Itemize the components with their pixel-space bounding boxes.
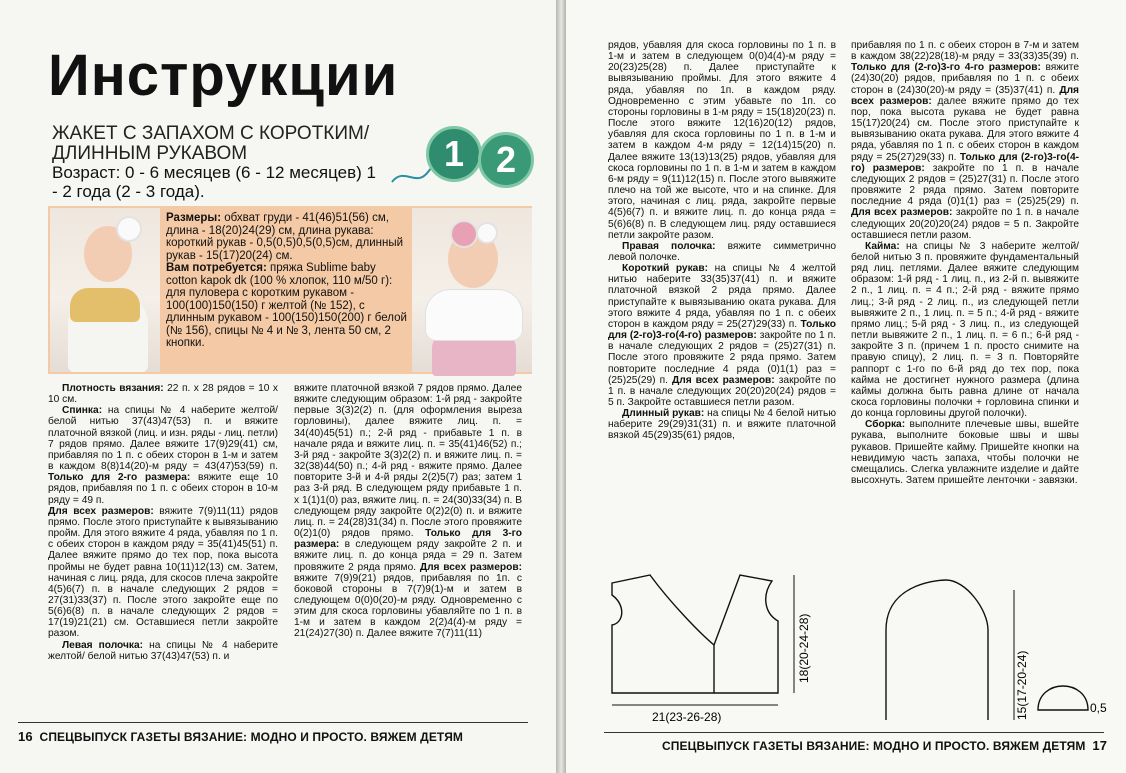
left-page [0, 0, 558, 773]
section-heading: Левая полочка: [62, 639, 144, 651]
section-heading: Кайма: [865, 240, 900, 252]
right-page [566, 0, 1126, 773]
difficulty-badges [420, 120, 540, 184]
section-heading: Для всех размеров: [851, 84, 1079, 107]
paragraph-text: вяжите (24)30(20) рядов, прибавляя по 1 п. с обеих сторон в (24)30(20)-м ряду = (35)37(41) п. [851, 62, 1079, 96]
right-column-2 [851, 40, 1079, 486]
badge-size-2: 2 [478, 132, 534, 188]
section-heading: Длинный рукав: [622, 408, 705, 420]
section-heading: Для всех размеров: [48, 505, 154, 517]
paragraph-text: вяжите 7(9)9(21) рядов, прибавляя по 1п. с боковой стороны в 7(7)9(1)-м и затем в следующем 0(0)0(20)-м ряду. Одновременно с этим для скоса горловины убавляйте по 1 п. в 1-м и затем в каждом 2(2)4(4)-м ряду = 21(24)27(30) п. Далее вяжите 7(7)11(11) [294, 572, 522, 640]
right-column-1 [608, 40, 836, 442]
body-schematic [602, 565, 842, 725]
cap-height-label: 0,5 [1090, 701, 1107, 715]
page-footer [18, 729, 463, 744]
back-outline [714, 575, 778, 693]
section-heading: Для всех размеров: [419, 561, 522, 573]
flower-bow-shape [118, 218, 140, 240]
left-column-2 [294, 383, 522, 640]
materials-text [166, 212, 410, 350]
flower-bow-shape [478, 224, 496, 242]
front-outline [612, 575, 714, 693]
section-heading: Правая полочка: [622, 240, 716, 252]
section-heading: Спинка: [62, 405, 103, 417]
paragraph-text: на спицы № 4 наберите желтой/белой нитью 37(43)47(53) п. и вяжите платочной вязкой (лиц. и изн. ряды - лиц. петли) 7 рядов прямо. Далее вяжите 17(9)29(41) см, прибавляя по 1 п. с обеих сторон в 1-м и затем в каждом 8(8)14(20)-м ряду = 43(47)53(59) п. [48, 405, 278, 473]
paragraph-text: выполните плечевые швы, вшейте рукава, выполните боковые швы и швы рукавов. Пришейте кайму. Пришейте кнопки на невидимую часть запаха, чтобы полочки не смещались. Слегка увлажните изделие и дайте высохнуть. Затем пришейте ленточки - завязки. [851, 419, 1079, 487]
paragraph-text: 22 п. х 28 рядов = 10 х 10 см. [48, 383, 278, 406]
sizes-text: обхват груди - 41(46)51(56) см, длина - 18(20)24(29) см, длина рукава: короткий рукав - 0,5(0,5)0,5(0,5)см, длинный рукав - 15(17)20(24) см. [166, 212, 404, 262]
paragraph-text: рядов, убавляя для скоса горловины по 1 п. в 1-м и затем в следующем 0(0)4(4)-м ряду = 20(23)25(28) п. Далее приступайте к вывязыванию проймы. Для этого вяжите 4 ряда, убавляя по 1п. в каждом ряду. Одновременно с этим убавьте по 1п. со стороны горловины в 1-м ряду = 15(18)20(23) п. После этого вяжите 12(16)20(12) рядов, убавляя для скоса горловины по 1 п. в 1-м и затем в каждом 4-м ряду = 12(14)15(20) п. Далее вяжите 13(13)13(25) рядов, убавляя для скоса горловины по 1 п. в 1-м и затем в каждом 6-м ряду = 9(11)12(15) п. После этого вывяжите плечо на той же высоте, что и на спинке. Для этого, начиная с лиц. ряда, закройте первые 4(5)6(7) п. и вяжите лиц. п. до конца ряда = 5(6)6(8) п. В следующем лиц. ряду оставшиеся петли закройте разом. [608, 40, 836, 241]
paragraph [48, 405, 278, 505]
page-footer [662, 738, 1107, 753]
section-heading: Только для 3-го размера: [294, 528, 523, 551]
paragraph-text: закройте по 1 п. в начале следующих 20(20)20(24) рядов = 5 п. Закройте оставшиеся петли разом. [851, 207, 1079, 241]
paragraph [608, 263, 836, 408]
paragraph [851, 40, 1079, 241]
yellow-vest-shape [70, 288, 140, 322]
paragraph [294, 383, 522, 640]
section-heading: Плотность вязания: [62, 383, 164, 394]
sleeve-schematic [866, 560, 1107, 730]
left-column-1 [48, 383, 278, 662]
materials-label: Вам потребуется: [166, 262, 267, 274]
paragraph [851, 241, 1079, 420]
paragraph [608, 40, 836, 241]
long-sleeve-outline [886, 580, 988, 720]
paragraph-text: на спицы № 4 желтой нитью наберите 33(35)37(41) п. и вяжите платочной вязкой 2 ряда прямо. Далее приступайте к вывязыванию оката рукава. Для этого вяжите 4 ряда, убавляя по 1 п. с обеих сторон в каждом ряду = 25(27)29(33) п. [608, 263, 836, 330]
sizes-label: Размеры: [166, 212, 222, 224]
footer-rule [18, 722, 528, 723]
white-cardigan-shape [426, 290, 522, 340]
paragraph-text: закройте по 1 п. в начале следующих 2 рядов = (25)27(31) п. После этого провяжите 2 ряда прямо. Затем повторите последние 4 ряда (0)1(1) раз = (25)25(29) п. [608, 330, 836, 386]
paragraph [608, 408, 836, 441]
body-height-label: 18(20-24-28) [797, 613, 811, 683]
pattern-title: ЖАКЕТ С ЗАПАХОМ С КОРОТКИМ/ ДЛИННЫМ РУКАВОМ [52, 123, 370, 164]
footer-text: СПЕЦВЫПУСК ГАЗЕТЫ ВЯЗАНИЕ: МОДНО И ПРОСТО. ВЯЖЕМ ДЕТЯМ [39, 730, 464, 744]
paragraph [608, 241, 836, 263]
section-heading: Только для (2-го)3-го 4-го размеров: [851, 62, 1041, 74]
materials-desc: пряжа Sublime baby cotton kapok dk (100 % хлопок, 110 м/50 г): для пуловера с коротким рукавом - 100(100)150(150) г желтой (№ 152), с длинным рукавом - 100(150)150(200) г белой (№ 156), спицы № 4 и № 3, лента 50 см, 2 кнопки. [166, 262, 407, 349]
paragraph [48, 640, 278, 662]
section-heading: Короткий рукав: [622, 263, 708, 275]
page-number: 17 [1092, 738, 1108, 753]
age-range: Возраст: 0 - 6 месяцев (6 - 12 месяцев) 1 - 2 года (2 - 3 года). [52, 163, 376, 201]
short-sleeve-outline [1038, 686, 1088, 710]
section-heading: Только для 2-го размера: [48, 472, 191, 484]
paragraph-text: вяжите платочной вязкой 7 рядов прямо. Далее вяжите следующим образом: 1-й ряд - закройте первые 3(3)2(2) п. (для оформления выреза горловины), далее вяжите лиц. п. = 34(40)45(51) п.; 2-й ряд - прибавьте 1 п. в начале ряда и вяжите лиц. п. = 35(41)46(52) п.; 3-й ряд - закройте 3(3)2(2) п. и вяжите лиц. п. = 32(38)44(50) п.; 4-й ряд - вяжите прямо. Далее повторите 3-й и 4-й ряды 2(2)5(7) раз; затем 1 раз 3-й ряд. В следующем ряду прибавьте 1 п. х 1(1)1(0) раз, вяжите лиц. п. = 24(30)33(34) п. В следующем ряду закройте 0(2)2(0) п. и вяжите лиц. п. = 24(28)31(34) п. После этого провяжите 0(2)1(0) рядов прямо. [294, 383, 522, 540]
section-heading: Только для (2-го)3-го(4-го) размеров: [608, 318, 836, 342]
paragraph-text: закройте по 1 п. в начале следующих 20(20)20(24) рядов = 5 п. Закройте оставшиеся петли разом. [608, 374, 836, 408]
paragraph-text: на спицы № 3 наберите желтой/белой нитью 3 п. провяжите фундаментальный ряд лиц. петлями. Далее вяжите следующим образом: 1-й ряд - 1 лиц. п., из 2-й п. вывяжите 2 п., 1 лиц. п. = 4 п.; 2-й ряд - вяжите прямо лиц.; 3-й ряд - 2 лиц. п., из следующей петли вывяжите 2 п., 1 лиц. п. = 5 п.; 4-й ряд - вяжите прямо лиц.; 5-й ряд - 3 лиц. п., из следующей петли вывяжите 2 п., 1 лиц. п. = 6 п.; 6-й ряд - закройте 3 п. (причем 1 п. просто снимите на правую спицу), 2 лиц. п. = 3 п. Повторяйте раппорт с 1-го по 6-й ряд до тех пор, пока кайма не достигнет нужного размера (длина каймы должна быть равна длине от начала скоса горловины полочки + горловина спинки и до конца горловины другой полочки). [851, 240, 1079, 420]
paragraph-text: на спицы № 4 наберите желтой/ белой нитью 37(43)47(53) п. и [48, 639, 278, 662]
section-heading: Для всех размеров: [671, 374, 775, 386]
paragraph-text: закройте по 1 п. в начале следующих 2 рядов = (25)27(31) п. После этого провяжите 2 ряда прямо. Затем повторите последние 4 ряда (0)1(1) раз = (25)25(29) п. [851, 162, 1079, 208]
paragraph-text: вяжите еще 10 рядов, прибавляя по 1 п. с обеих сторон в 10-м ряду = 49 п. [48, 472, 278, 506]
paragraph-text: в следующем ряду закройте 2 п. и вяжите лиц. п. до конца ряда = 29 п. Затем провяжите 2 ряда прямо. [294, 539, 522, 573]
paragraph-text: вяжите 7(9)11(11) рядов прямо. После этого приступайте к вывязыванию пройм. Для этого вяжите 4 ряда, убавляя по 1 п. с обеих сторон в каждом ряду = 35(41)45(51) п. Далее вяжите прямо до тех пор, пока высота проймы не будет равна 10(11)12(13) см. Затем, начиная с лиц. ряда, для скосов плеча закройте 4(5)6(7) п. в начале следующих 2 рядов = 27(31)33(37) п. После этого закройте еще по 5(6)6(8) п. в начале следующих 2 рядов = 17(19)21(21) см. Оставшиеся петли закройте разом. [48, 505, 278, 640]
paragraph-text: на спицы № 4 белой нитью наберите 29(29)31(31) п. и вяжите платочной вязкой 45(29)35(61) рядов, [608, 408, 837, 442]
pink-flower-shape [452, 222, 476, 246]
footer-rule [604, 732, 1104, 733]
photo-baby-yellow-vest [50, 208, 160, 372]
section-heading: Сборка: [865, 419, 906, 431]
paragraph-text: прибавляя по 1 п. с обеих сторон в 7-м и затем в каждом 38(22)28(18)-м ряду = 33(33)35(39) п. [851, 40, 1079, 63]
section-heading: Только для (2-го)3-го(4-го) размеров: [851, 151, 1080, 174]
section-heading: Для всех размеров: [851, 207, 953, 219]
footer-text: СПЕЦВЫПУСК ГАЗЕТЫ ВЯЗАНИЕ: МОДНО И ПРОСТО. ВЯЖЕМ ДЕТЯМ [662, 739, 1086, 753]
body-width-label: 21(23-26-28) [652, 710, 722, 724]
paragraph [851, 419, 1079, 486]
paragraph [48, 506, 278, 640]
paragraph [48, 383, 278, 405]
paragraph-text: вяжите симметрично левой полочке. [608, 240, 836, 263]
sleeve-height-label: 15(17-20-24) [1015, 650, 1029, 720]
page-number: 16 [18, 729, 33, 744]
photo-baby-white-cardigan [412, 208, 532, 372]
paragraph-text: далее вяжите прямо до тех пор, пока высота рукава не будет равна 15(17)20(24) см. После этого приступайте к вывязыванию оката рукава. Для этого вяжите 4 ряда, убавляя по 1 п. с обеих сторон в каждом ряду = 25(27)29(33) п. [851, 95, 1079, 163]
badge-size-1: 1 [426, 126, 482, 182]
page-title: Инструкции [48, 43, 399, 108]
